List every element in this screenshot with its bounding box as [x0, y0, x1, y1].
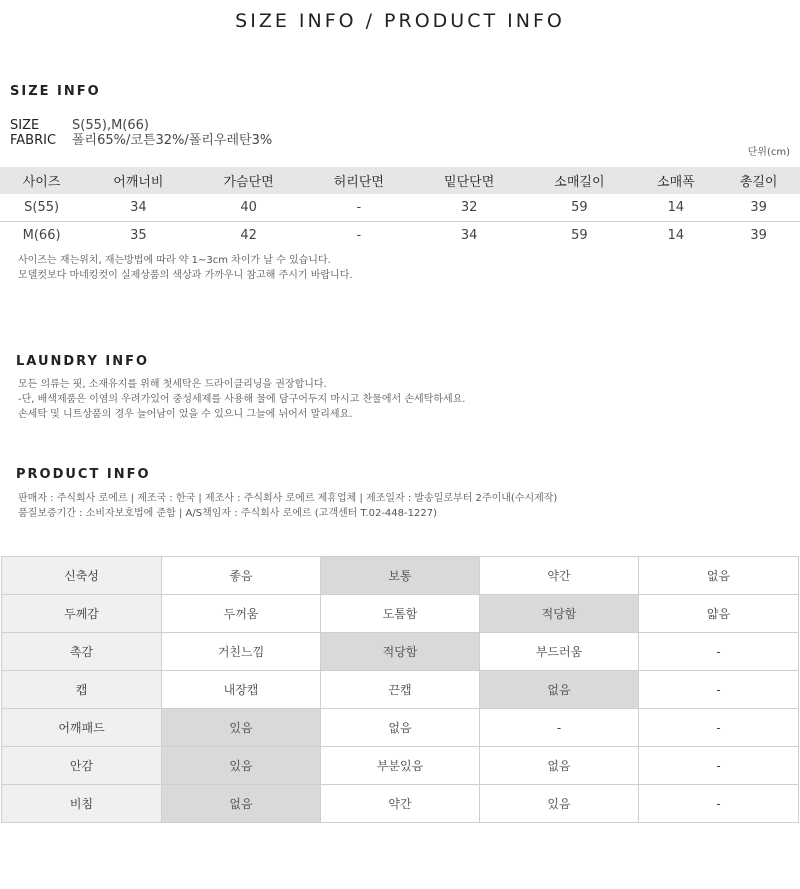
attribute-label: 비침 — [2, 785, 162, 823]
size-table-cell: 39 — [717, 194, 800, 222]
attribute-option: 없음 — [639, 557, 799, 595]
attribute-option: 없음 — [480, 747, 639, 785]
attribute-option: 없음 — [321, 709, 480, 747]
size-table-header: 어깨너비 — [83, 167, 193, 194]
attribute-option: 보통 — [321, 557, 480, 595]
size-table-cell: 39 — [750, 228, 767, 243]
attribute-row — [2, 709, 799, 747]
attribute-row — [2, 595, 799, 633]
attribute-option: - — [480, 709, 639, 747]
attribute-option: 얇음 — [639, 595, 799, 633]
product-note-line: 품질보증기간 : 소비자보호법에 준함 | A/S책임자 : 주식회사 로에르 (고객센터 T.02-448-1227) — [18, 508, 437, 519]
attribute-option: 끈캡 — [321, 671, 480, 709]
size-table-header: 소매길이 — [524, 167, 634, 194]
size-table-row — [0, 194, 800, 222]
laundry-note-line: 모든 의류는 핏, 소재유지를 위해 첫세탁은 드라이클리닝을 권장합니다. — [18, 379, 327, 390]
attribute-option: 부분있음 — [321, 747, 480, 785]
attribute-option: 부드러움 — [480, 633, 639, 671]
attribute-option: - — [639, 747, 799, 785]
attribute-option: 없음 — [480, 671, 639, 709]
attribute-option: 도톰함 — [321, 595, 480, 633]
attribute-option: 내장캡 — [162, 671, 321, 709]
size-summary-row — [10, 118, 272, 133]
size-table-cell: S(55) — [0, 194, 83, 222]
product-note-line: 판매자 : 주식회사 로에르 | 제조국 : 한국 | 제조사 : 주식회사 로에르 제휴업체 | 제조일자 : 발송일로부터 2주이내(수시제작) — [18, 493, 558, 504]
size-table-header: 밑단단면 — [414, 167, 524, 194]
product-notes — [18, 491, 557, 521]
fabric-value: 폴리65%/코튼32%/폴리우레탄3% — [72, 133, 273, 148]
size-table-cell: 35 — [130, 228, 147, 243]
attribute-row — [2, 633, 799, 671]
size-table-cell: 42 — [240, 228, 257, 243]
attribute-row — [2, 747, 799, 785]
attribute-label: 신축성 — [2, 557, 162, 595]
size-table-cell: 34 — [83, 194, 193, 222]
size-table-header-row — [0, 167, 800, 194]
product-info-heading: PRODUCT INFO — [16, 467, 151, 482]
size-table-cell: 59 — [524, 194, 634, 222]
laundry-note-line: -단, 배색제품은 이염의 우려가있어 중성세제를 사용해 물에 담구어두지 마시고 찬물에서 손세탁하세요. — [18, 394, 466, 405]
size-label: SIZE — [10, 118, 40, 133]
size-table-header: 소매폭 — [635, 167, 718, 194]
attribute-option: 약간 — [480, 557, 639, 595]
product-attribute-table — [1, 556, 799, 823]
size-table-cell: M(66) — [22, 228, 61, 243]
size-note-line: 모델컷보다 마네킹컷이 실제상품의 색상과 가까우니 참고해 주시기 바랍니다. — [18, 270, 353, 281]
attribute-option: 적당함 — [321, 633, 480, 671]
attribute-label: 캡 — [2, 671, 162, 709]
size-table-cell: 32 — [414, 194, 524, 222]
size-table-cell: - — [356, 228, 362, 243]
size-table-cell: 40 — [193, 194, 303, 222]
attribute-option: 있음 — [162, 747, 321, 785]
laundry-note-line: 손세탁 및 니트상품의 경우 늘어남이 었을 수 있으니 그늘에 뉘어서 말리세요. — [18, 409, 353, 420]
size-table-cell: 34 — [460, 228, 478, 243]
attribute-label: 어깨패드 — [2, 709, 162, 747]
size-table-cell: 59 — [571, 228, 588, 243]
size-table-cell: 14 — [667, 228, 685, 243]
attribute-label: 두께감 — [2, 595, 162, 633]
attribute-row — [2, 671, 799, 709]
size-info-heading: SIZE INFO — [10, 84, 101, 99]
unit-label: 단위(cm) — [747, 147, 790, 158]
attribute-option: - — [639, 709, 799, 747]
attribute-option: 없음 — [162, 785, 321, 823]
size-table-row — [0, 222, 800, 250]
attribute-option: 약간 — [321, 785, 480, 823]
attribute-option: 적당함 — [480, 595, 639, 633]
fabric-summary-row — [10, 133, 272, 148]
size-note-line: 사이즈는 재는위치, 재는방법에 따라 약 1~3cm 차이가 날 수 있습니다. — [18, 255, 331, 266]
laundry-notes — [18, 377, 465, 422]
attribute-option: 좋음 — [162, 557, 321, 595]
attribute-option: - — [639, 785, 799, 823]
size-table-cell: - — [304, 194, 414, 222]
attribute-row — [2, 785, 799, 823]
size-table-header: 허리단면 — [304, 167, 414, 194]
attribute-option: 두꺼움 — [162, 595, 321, 633]
attribute-option: 있음 — [162, 709, 321, 747]
size-table-cell: 14 — [635, 194, 718, 222]
attribute-option: 있음 — [480, 785, 639, 823]
attribute-option: - — [639, 671, 799, 709]
size-value: S(55),M(66) — [72, 118, 149, 133]
attribute-label: 촉감 — [2, 633, 162, 671]
size-fabric-summary — [10, 118, 272, 148]
attribute-label: 안감 — [2, 747, 162, 785]
attribute-option: 거친느낌 — [162, 633, 321, 671]
size-table-header: 총길이 — [717, 167, 800, 194]
attribute-option: - — [639, 633, 799, 671]
size-table — [0, 167, 800, 249]
size-notes — [18, 253, 353, 283]
size-table-header: 가슴단면 — [193, 167, 303, 194]
page-title: SIZE INFO / PRODUCT INFO — [235, 10, 565, 32]
size-table-header: 사이즈 — [0, 167, 83, 194]
laundry-info-heading: LAUNDRY INFO — [16, 354, 150, 369]
attribute-row — [2, 557, 799, 595]
fabric-label: FABRIC — [10, 133, 57, 148]
